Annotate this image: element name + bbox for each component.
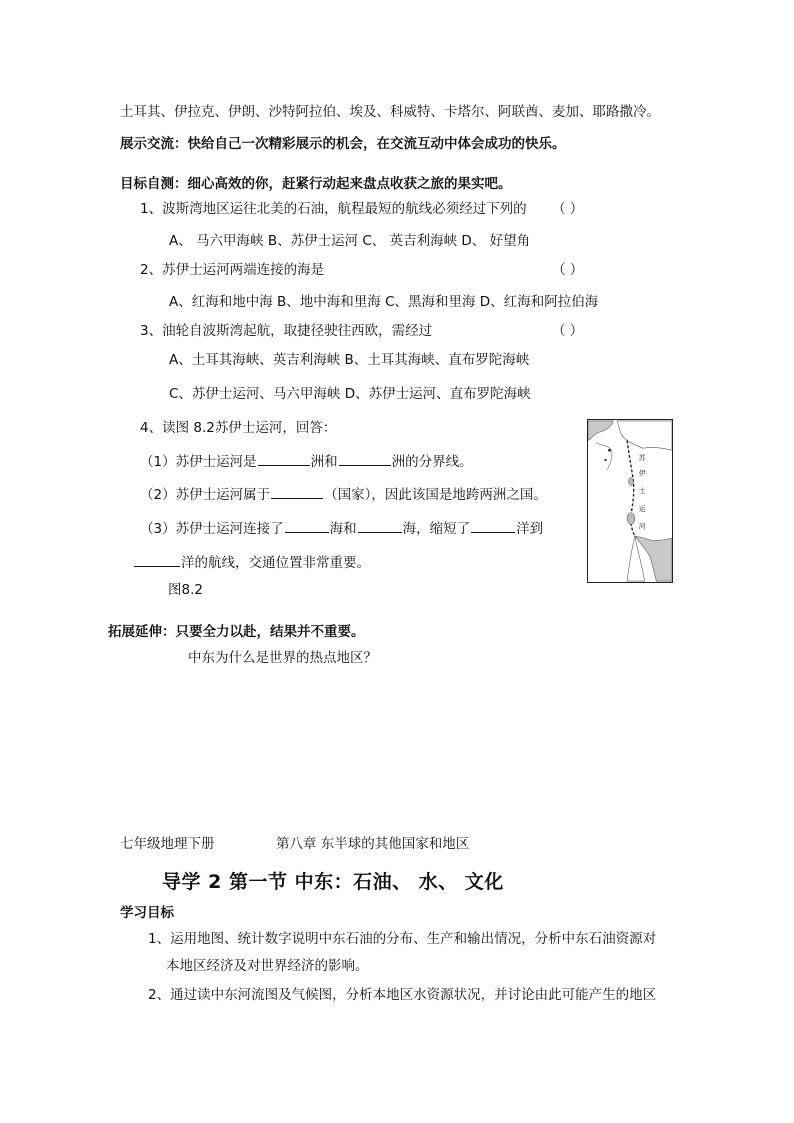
learning-goals-heading: 学习目标 — [120, 905, 174, 921]
chapter-name: 第八章 东半球的其他国家和地区 — [276, 836, 470, 852]
suez-canal-map — [587, 419, 673, 583]
q4-sub2: （2）苏伊士运河属于 （国家），因此该国是地跨两洲之国。 — [140, 487, 547, 503]
q4-sub3: （3）苏伊士运河连接了 海和 海，缩短了 洋到 — [140, 521, 544, 537]
goal-2-line-1: 2、通过读中东河流图及气候图，分析本地区水资源状况，并讨论由此可能产生的地区 — [148, 987, 657, 1003]
q3-options-cd: C、苏伊士运河、马六甲海峡 D、苏伊士运河、直布罗陀海峡 — [169, 386, 531, 402]
q2-answer-paren: （ ） — [552, 262, 584, 278]
blank-country[interactable] — [271, 486, 323, 499]
q1-options: A、 马六甲海峡 B、苏伊士运河 C、 英吉利海峡 D、 好望角 — [169, 233, 531, 249]
blank-sea-2[interactable] — [358, 520, 402, 533]
svg-text:士: 士 — [638, 487, 646, 496]
self-test-heading: 目标自测：细心高效的你，赶紧行动起来盘点收获之旅的果实吧。 — [120, 176, 512, 192]
goal-1-line-1: 1、运用地图、统计数字说明中东石油的分布、生产和输出情况，分析中东石油资源对 — [148, 931, 657, 947]
q1-answer-paren: （ ） — [552, 201, 584, 217]
q1-stem: 1、波斯湾地区运往北美的石油，航程最短的航线必须经过下列的 — [140, 201, 527, 217]
q4-sub3-cont: 洋的航线，交通位置非常重要。 — [133, 554, 370, 572]
q3-answer-paren: （ ） — [552, 323, 584, 339]
q2-options: A、红海和地中海 B、地中海和里海 C、黑海和里海 D、红海和阿拉伯海 — [169, 294, 599, 310]
blank-continent-1[interactable] — [258, 453, 310, 466]
q4-stem: 4、读图 8.2苏伊士运河，回答： — [140, 420, 337, 436]
lesson-title: 导学 2 第一节 中东：石油、 水、 文化 — [162, 871, 504, 893]
country-list-line: 土耳其、伊拉克、伊朗、沙特阿拉伯、埃及、科威特、卡塔尔、阿联酋、麦加、耶路撒冷。 — [120, 104, 660, 120]
extension-question: 中东为什么是世界的热点地区？ — [188, 650, 377, 666]
svg-text:苏: 苏 — [638, 453, 646, 462]
blank-sea-1[interactable] — [285, 520, 329, 533]
q2-stem: 2、苏伊士运河两端连接的海是 — [140, 262, 325, 278]
extension-heading: 拓展延伸：只要全力以赴，结果并不重要。 — [108, 624, 365, 640]
suez-canal-map-drawing — [588, 420, 672, 582]
figure-caption: 图8.2 — [168, 582, 203, 598]
q3-options-ab: A、土耳其海峡、英吉利海峡 B、土耳其海峡、直布罗陀海峡 — [169, 352, 530, 368]
goal-1-line-2: 本地区经济及对世界经济的影响。 — [166, 958, 369, 974]
q3-stem: 3、油轮自波斯湾起航，取捷径驶往西欧，需经过 — [140, 323, 433, 339]
svg-text:运: 运 — [638, 504, 646, 513]
svg-text:河: 河 — [638, 522, 646, 531]
svg-text:伊: 伊 — [638, 469, 646, 478]
blank-continent-2[interactable] — [339, 453, 391, 466]
show-exchange-heading: 展示交流：快给自己一次精彩展示的机会，在交流互动中体会成功的快乐。 — [120, 136, 566, 152]
q4-sub1: （1）苏伊士运河是 洲和 洲的分界线。 — [140, 454, 473, 470]
blank-ocean-1[interactable] — [471, 520, 515, 533]
blank-ocean-2[interactable] — [134, 554, 180, 567]
book-name: 七年级地理下册 — [120, 836, 215, 852]
